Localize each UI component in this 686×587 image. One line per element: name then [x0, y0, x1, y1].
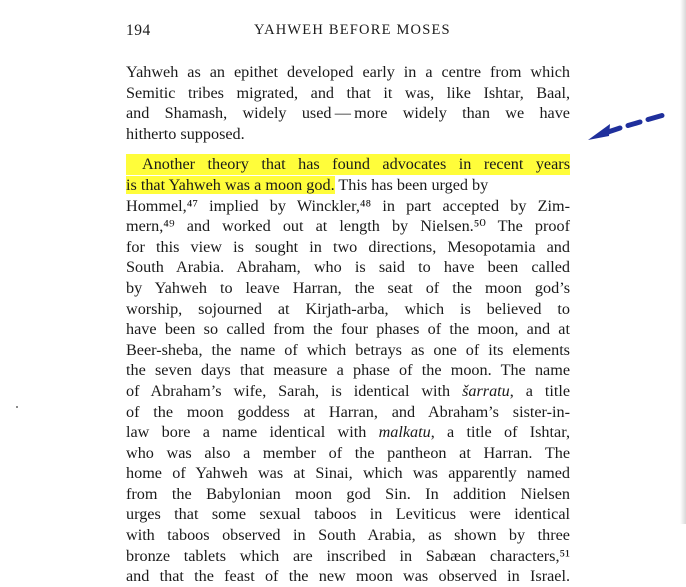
- text-line: and Shamash, widely used — more widely than we have: [126, 104, 570, 123]
- text-fragment: , a title: [509, 381, 571, 400]
- text-line: Beer-sheba, the name of which betrays as one of its elements: [126, 340, 570, 359]
- text-line: with taboos observed in South Arabia, as shown by three: [126, 526, 570, 545]
- italic-term: šarratu: [462, 381, 510, 400]
- text-fragment: law bore a name identical with: [126, 423, 379, 442]
- highlighted-line: Another theory that has found advocates in recent years: [126, 154, 570, 175]
- text-line: Hommel,⁴⁷ implied by Winckler,⁴⁸ in part accepted by Zim-: [126, 196, 570, 215]
- text-line: worship, sojourned at Kirjath-arba, which is believed to: [126, 299, 570, 318]
- page-edge-shadow: [680, 0, 686, 524]
- arrow-dash: [628, 122, 640, 126]
- italic-term: malkatu: [378, 423, 431, 442]
- body-text: [126, 62, 570, 587]
- text-line: home of Yahweh was at Sinai, which was apparently named: [126, 464, 570, 483]
- text-fragment: This has been urged by: [334, 175, 489, 194]
- text-line: by Yahweh to leave Harran, the seat of the moon god’s: [126, 278, 570, 297]
- text-line: mern,⁴⁹ and worked out at length by Nielsen.⁵⁰ The proof: [126, 217, 570, 236]
- text-line: [126, 422, 570, 443]
- arrow-dash: [608, 128, 620, 132]
- highlighted-phrase: is that Yahweh was a moon god.: [126, 175, 335, 194]
- text-line: of the moon goddess at Harran, and Abraham’s sister-in-: [126, 402, 570, 421]
- text-line: who was also a member of the pantheon at Harran. The: [126, 443, 570, 462]
- text-fragment: , a title of Ishtar,: [430, 423, 570, 442]
- text-line: South Arabia. Abraham, who is said to have been called: [126, 258, 570, 277]
- paragraph-spacer: [126, 144, 570, 154]
- page-number: 194: [126, 22, 151, 39]
- text-line: from the Babylonian moon god Sin. In addition Nielsen: [126, 484, 570, 503]
- text-line: Yahweh as an epithet developed early in a centre from which: [126, 63, 570, 81]
- page-header: [126, 22, 570, 44]
- text-line: and that the feast of the new moon was observed in Israel.: [126, 567, 570, 586]
- scan-speck: [16, 406, 18, 408]
- text-line: the seven days that measure a phase of the moon. The name: [126, 361, 570, 380]
- running-title: YAHWEH BEFORE MOSES: [254, 22, 451, 38]
- text-line: have been so called from the four phases of the moon, and at: [126, 320, 570, 339]
- text-line: urges that some sexual taboos in Leviticus were identical: [126, 505, 570, 524]
- text-line: Semitic tribes migrated, and that it was, like Ishtar, Baal,: [126, 83, 570, 102]
- text-line: hitherto supposed.: [126, 124, 245, 143]
- text-line: [126, 381, 570, 402]
- arrow-dash: [648, 116, 662, 120]
- text-line: for this view is sought in two directions, Mesopotamia and: [126, 237, 570, 256]
- text-fragment: of Abraham’s wife, Sarah, is identical with: [126, 381, 463, 400]
- text-line: [126, 175, 570, 196]
- dashed-arrow-left-icon: [586, 110, 668, 150]
- text-line: bronze tablets which are inscribed in Sabæan characters,⁵¹: [126, 546, 570, 565]
